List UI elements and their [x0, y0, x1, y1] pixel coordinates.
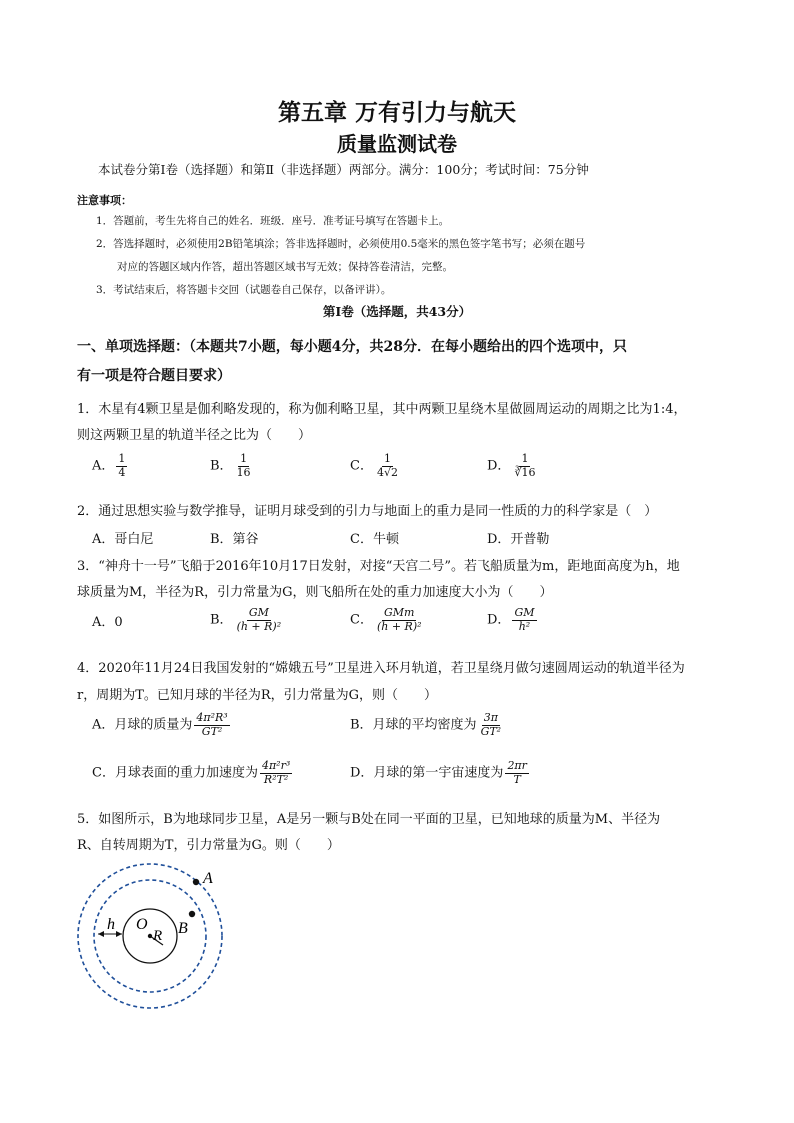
- note-item: 1．答题前，考生先将自己的姓名．班级．座号．准考证号填写在答题卡上。: [96, 215, 450, 227]
- h-arrow-right: [116, 931, 122, 937]
- question-4-stem: 4．2020年11月24日我国发射的“嫦娥五号”卫星进入环月轨道，若卫星绕月做匀速圆周运动的轨道半径为: [77, 661, 685, 676]
- question-1-stem-cont: 则这两颗卫星的轨道半径之比为（ ）: [77, 428, 312, 443]
- question-3-option-c: C． $\frac{\text{GMm}}{\text{(h + R)²}}$: [350, 606, 422, 633]
- satellite-a-dot: [193, 879, 199, 885]
- label-o: O: [136, 916, 148, 933]
- exam-title: 第五章 万有引力与航天: [277, 100, 516, 126]
- exam-intro: 本试卷分第Ⅰ卷（选择题）和第Ⅱ（非选择题）两部分。满分：100分；考试时间：75分钟: [98, 162, 589, 177]
- question-2-option-d: D．开普勒: [487, 532, 550, 547]
- question-3-option-a: A．0: [92, 615, 123, 630]
- notes-heading: 注意事项：: [77, 194, 132, 207]
- question-2-stem: 2．通过思想实验与数学推导，证明月球受到的引力与地面上的重力是同一性质的力的科学家是（ ）: [77, 504, 658, 519]
- question-5-stem-cont: R、自转周期为T，引力常量为G。则（ ）: [77, 838, 340, 853]
- question-2-option-c: C．牛顿: [350, 532, 399, 547]
- question-4-stem-cont: r，周期为T。已知月球的半径为R，引力常量为G，则（ ）: [77, 688, 438, 703]
- label-a: A: [203, 870, 213, 887]
- question-3-stem-cont: 球质量为M，半径为R，引力常量为G，则飞船所在处的重力加速度大小为（ ）: [77, 585, 553, 600]
- question-4-option-b: B．月球的平均密度为 $\frac{3\pi}{\text{GT²}}$: [350, 711, 502, 738]
- orbit-figure: [70, 862, 230, 1022]
- question-2-option-a: A．哥白尼: [92, 532, 154, 547]
- question-3-option-d: D． $\frac{GM}{\text{h²}}$: [487, 606, 535, 633]
- question-3-option-b: B． $\frac{GM}{\text{(h + R)²}}$: [210, 606, 282, 633]
- label-r: R: [153, 928, 163, 944]
- question-1-option-b: B． $\frac{1}{16}$: [210, 452, 251, 479]
- question-1-stem: 1．木星有4颗卫星是伽利略发现的，称为伽利略卫星，其中两颗卫星绕木星做圆周运动的周期之比为1:4，: [77, 402, 687, 417]
- satellite-b-dot: [189, 911, 195, 917]
- note-item: 对应的答题区域内作答，超出答题区域书写无效；保持答卷清洁，完整。: [117, 261, 453, 273]
- question-1-option-c: C． $\frac{1}{4√2}$: [350, 452, 398, 479]
- question-4-option-d: D．月球的第一宇宙速度为 $\frac{2\pi r}{T}$: [350, 759, 527, 786]
- section-heading: 一、单项选择题：（本题共7小题，每小题4分，共28分．在每小题给出的四个选项中，只: [77, 339, 627, 355]
- question-4-option-c: C．月球表面的重力加速度为 $\frac{\text{4π²r³}}{\text{R²T²}}$: [92, 759, 291, 786]
- label-h: h: [107, 916, 115, 933]
- question-4-option-a: A．月球的质量为 $\frac{\text{4π²R³}}{\text{GT²}}$: [92, 711, 228, 738]
- part-heading: 第Ⅰ卷（选择题，共43分）: [322, 304, 472, 319]
- note-item: 2．答选择题时，必须使用2B铅笔填涂；答非选择题时，必须使用0.5毫米的黑色签字笔书写；必须在题号: [96, 238, 586, 250]
- question-2-option-b: B．第谷: [210, 532, 259, 547]
- section-heading-cont: 有一项是符合题目要求）: [77, 368, 231, 384]
- label-b: B: [178, 920, 188, 937]
- question-1-option-a: A． $\frac{1}{4}$: [92, 452, 126, 479]
- note-item: 3．考试结束后，将答题卡交回（试题卷自己保存，以备评讲）。: [96, 284, 392, 296]
- h-arrow-left: [98, 931, 104, 937]
- question-3-stem: 3．“神舟十一号”飞船于2016年10月17日发射，对接“天宫二号”。若飞船质量为m，距地面高度为h，地: [77, 559, 680, 574]
- question-5-stem: 5．如图所示，B为地球同步卫星，A是另一颗与B处在同一平面的卫星，已知地球的质量为M、半径为: [77, 812, 661, 827]
- question-1-option-d: D． $\frac{1}{∛16}$: [487, 452, 536, 479]
- exam-subtitle: 质量监测试卷: [337, 132, 457, 156]
